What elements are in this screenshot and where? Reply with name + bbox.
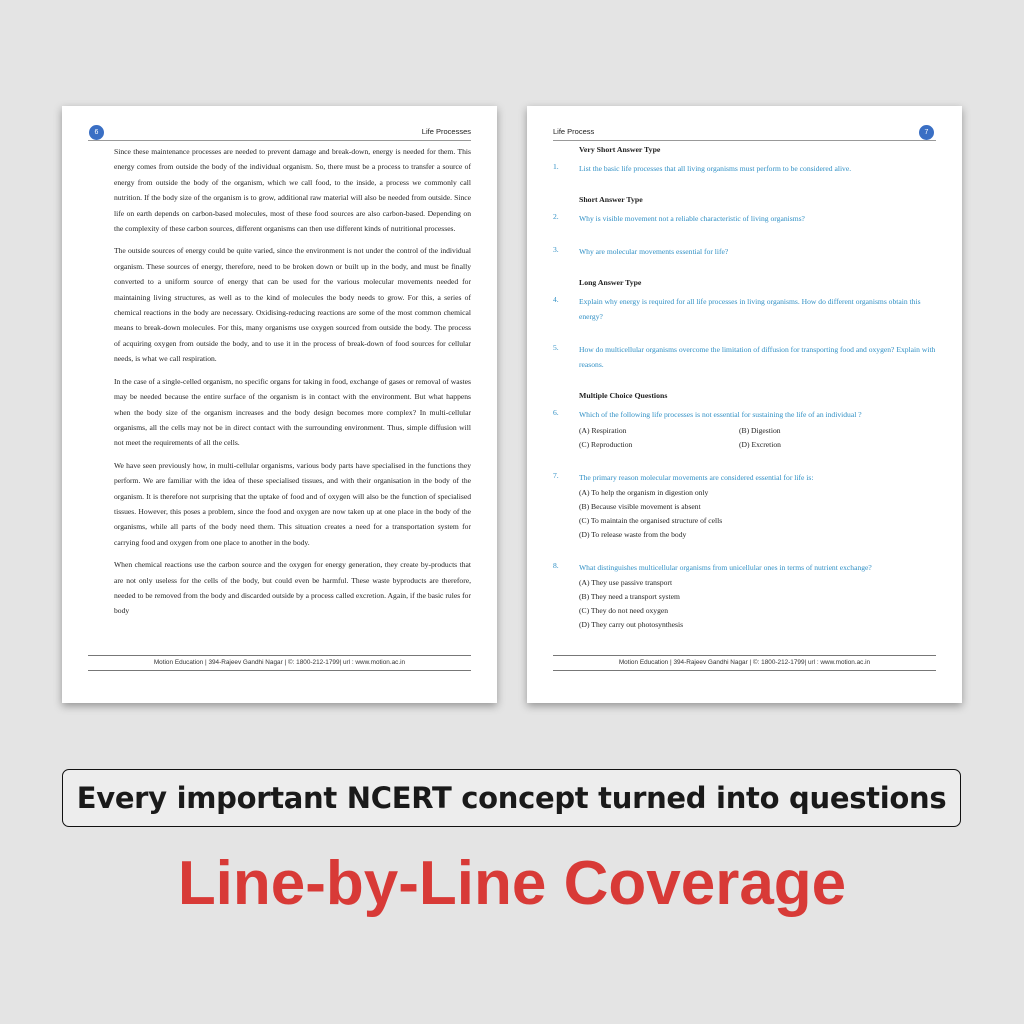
question-number: 5. [553,343,559,352]
question-number: 3. [553,245,559,254]
paragraph: In the case of a single-celled organism, no specific organs for taking in food, exchange of gases or removal of wastes may be needed because the entire surface of the organism is in contact with the environment. But what happens when the body size of the organism increases and the body design becomes more complex? In multi-cellular organisms, all the cells may not be in direct contact with the surrounding environment. Thus, simple diffusion will not meet the requirements of all the cells. [114,376,471,448]
question-area [553,144,936,650]
option: (D) Excretion [739,440,781,449]
option: (B) They need a transport system [579,592,680,601]
question-text: Which of the following life processes is not essential for sustaining the life of an individual ? [579,410,862,419]
question-item [553,342,936,372]
question-text: List the basic life processes that all living organisms must perform to be considered alive. [579,164,852,173]
paragraph: Since these maintenance processes are needed to prevent damage and break-down, energy is needed for them. This energy comes from outside the body of the individual organism. So, there must be a process to transfer a source of energy from outside the body of the organism, which we call food, to the inside, a process we commonly call nutrition. If the body size of the organism is to grow, additional raw material will also be needed from outside. Since life on earth depends on carbon-based molecules, most of these food sources are also carbon-based. Depending on the complexity of these carbon sources, different organisms can then use different kinds of nutritional processes. [114,147,471,234]
question-number: 6. [553,408,559,417]
question-item [553,407,936,452]
running-head: Life Processes [421,127,471,136]
option: (D) To release waste from the body [579,530,687,539]
question-item [553,470,936,542]
page-footer: Motion Education | 394-Rajeev Gandhi Nagar | ©: 1800-212-1799| url : www.motion.ac.in [553,655,936,671]
question-item [553,560,936,632]
running-head: Life Process [553,127,595,136]
section-title: Short Answer Type [579,195,643,204]
page-number-badge: 7 [919,125,934,140]
question-text: Why are molecular movements essential for life? [579,247,729,256]
question-number: 8. [553,561,559,570]
option: (C) To maintain the organised structure of cells [579,516,723,525]
question-text: What distinguishes multicellular organisms from unicellular ones in terms of nutrient exchange? [579,563,872,572]
tagline-banner: Every important NCERT concept turned into questions [62,769,961,827]
header-rule [553,140,936,141]
option: (B) Because visible movement is absent [579,502,701,511]
question-text: Explain why energy is required for all life processes in living organisms. How do different organisms obtain this energy? [579,297,921,321]
section-title: Very Short Answer Type [579,145,661,154]
option: (A) They use passive transport [579,578,673,587]
question-item [553,294,936,324]
book-page-left [62,106,497,703]
page-number-badge: 6 [89,125,104,140]
question-item [553,244,936,259]
option: (B) Digestion [739,426,781,435]
option: (D) They carry out photosynthesis [579,620,684,629]
question-item [553,161,936,176]
question-number: 4. [553,295,559,304]
question-text: How do multicellular organisms overcome the limitation of diffusion for transporting food and oxygen? Explain with reasons. [579,345,936,369]
page-footer: Motion Education | 394-Rajeev Gandhi Nagar | ©: 1800-212-1799| url : www.motion.ac.in [88,655,471,671]
option: (A) To help the organism in digestion only [579,488,709,497]
question-item [553,211,936,226]
option: (A) Respiration [579,426,627,435]
option: (C) Reproduction [579,440,633,449]
options-list [579,576,936,632]
question-number: 2. [553,212,559,221]
question-text: The primary reason molecular movements are considered essential for life is: [579,473,814,482]
question-number: 7. [553,471,559,480]
question-number: 1. [553,162,559,171]
question-text: Why is visible movement not a reliable characteristic of living organisms? [579,214,805,223]
options-list [579,486,936,542]
book-page-right [527,106,962,703]
body-text [114,144,471,626]
paragraph: We have seen previously how, in multi-cellular organisms, various body parts have specialised in the functions they perform. We are familiar with the idea of these specialised tissues, and with their organisation in the body of the organism. It is therefore not surprising that the uptake of food and of oxygen will also be the function of specialised tissues. However, this poses a problem, since the food and oxygen are now taken up at one place in the body of the organisms, while all parts of the body need them. This situation creates a need for a transportation system for carrying food and oxygen from one place to another in the body. [114,460,471,547]
header-rule [88,140,471,141]
paragraph: The outside sources of energy could be quite varied, since the environment is not under the control of the individual organism. These sources of energy, therefore, need to be broken down or built up in the body, and must be finally converted to a uniform source of energy that can be used for the various molecular movements needed for maintaining living structures, as well as to the kind of molecules the body needs to grow. For this, a series of chemical reactions in the body are necessary. Oxidising-reducing reactions are some of the most common chemical means to break-down molecules. For this, many organisms use oxygen sourced from outside the body. The process of acquiring oxygen from outside the body, and to use it in the process of break-down of food sources for cellular needs, is what we call respiration. [114,246,471,364]
options-grid [579,424,936,452]
section-title: Multiple Choice Questions [579,391,668,400]
headline: Line-by-Line Coverage [177,849,847,918]
paragraph: When chemical reactions use the carbon source and the oxygen for energy generation, they create by-products that are not only useless for the cells of the body, but could even be harmful. These waste byproducts are therefore, needed to be removed from the body and discarded outside by a process called excretion. Again, if the basic rules for body [114,560,471,616]
option: (C) They do not need oxygen [579,606,669,615]
section-title: Long Answer Type [579,278,642,287]
